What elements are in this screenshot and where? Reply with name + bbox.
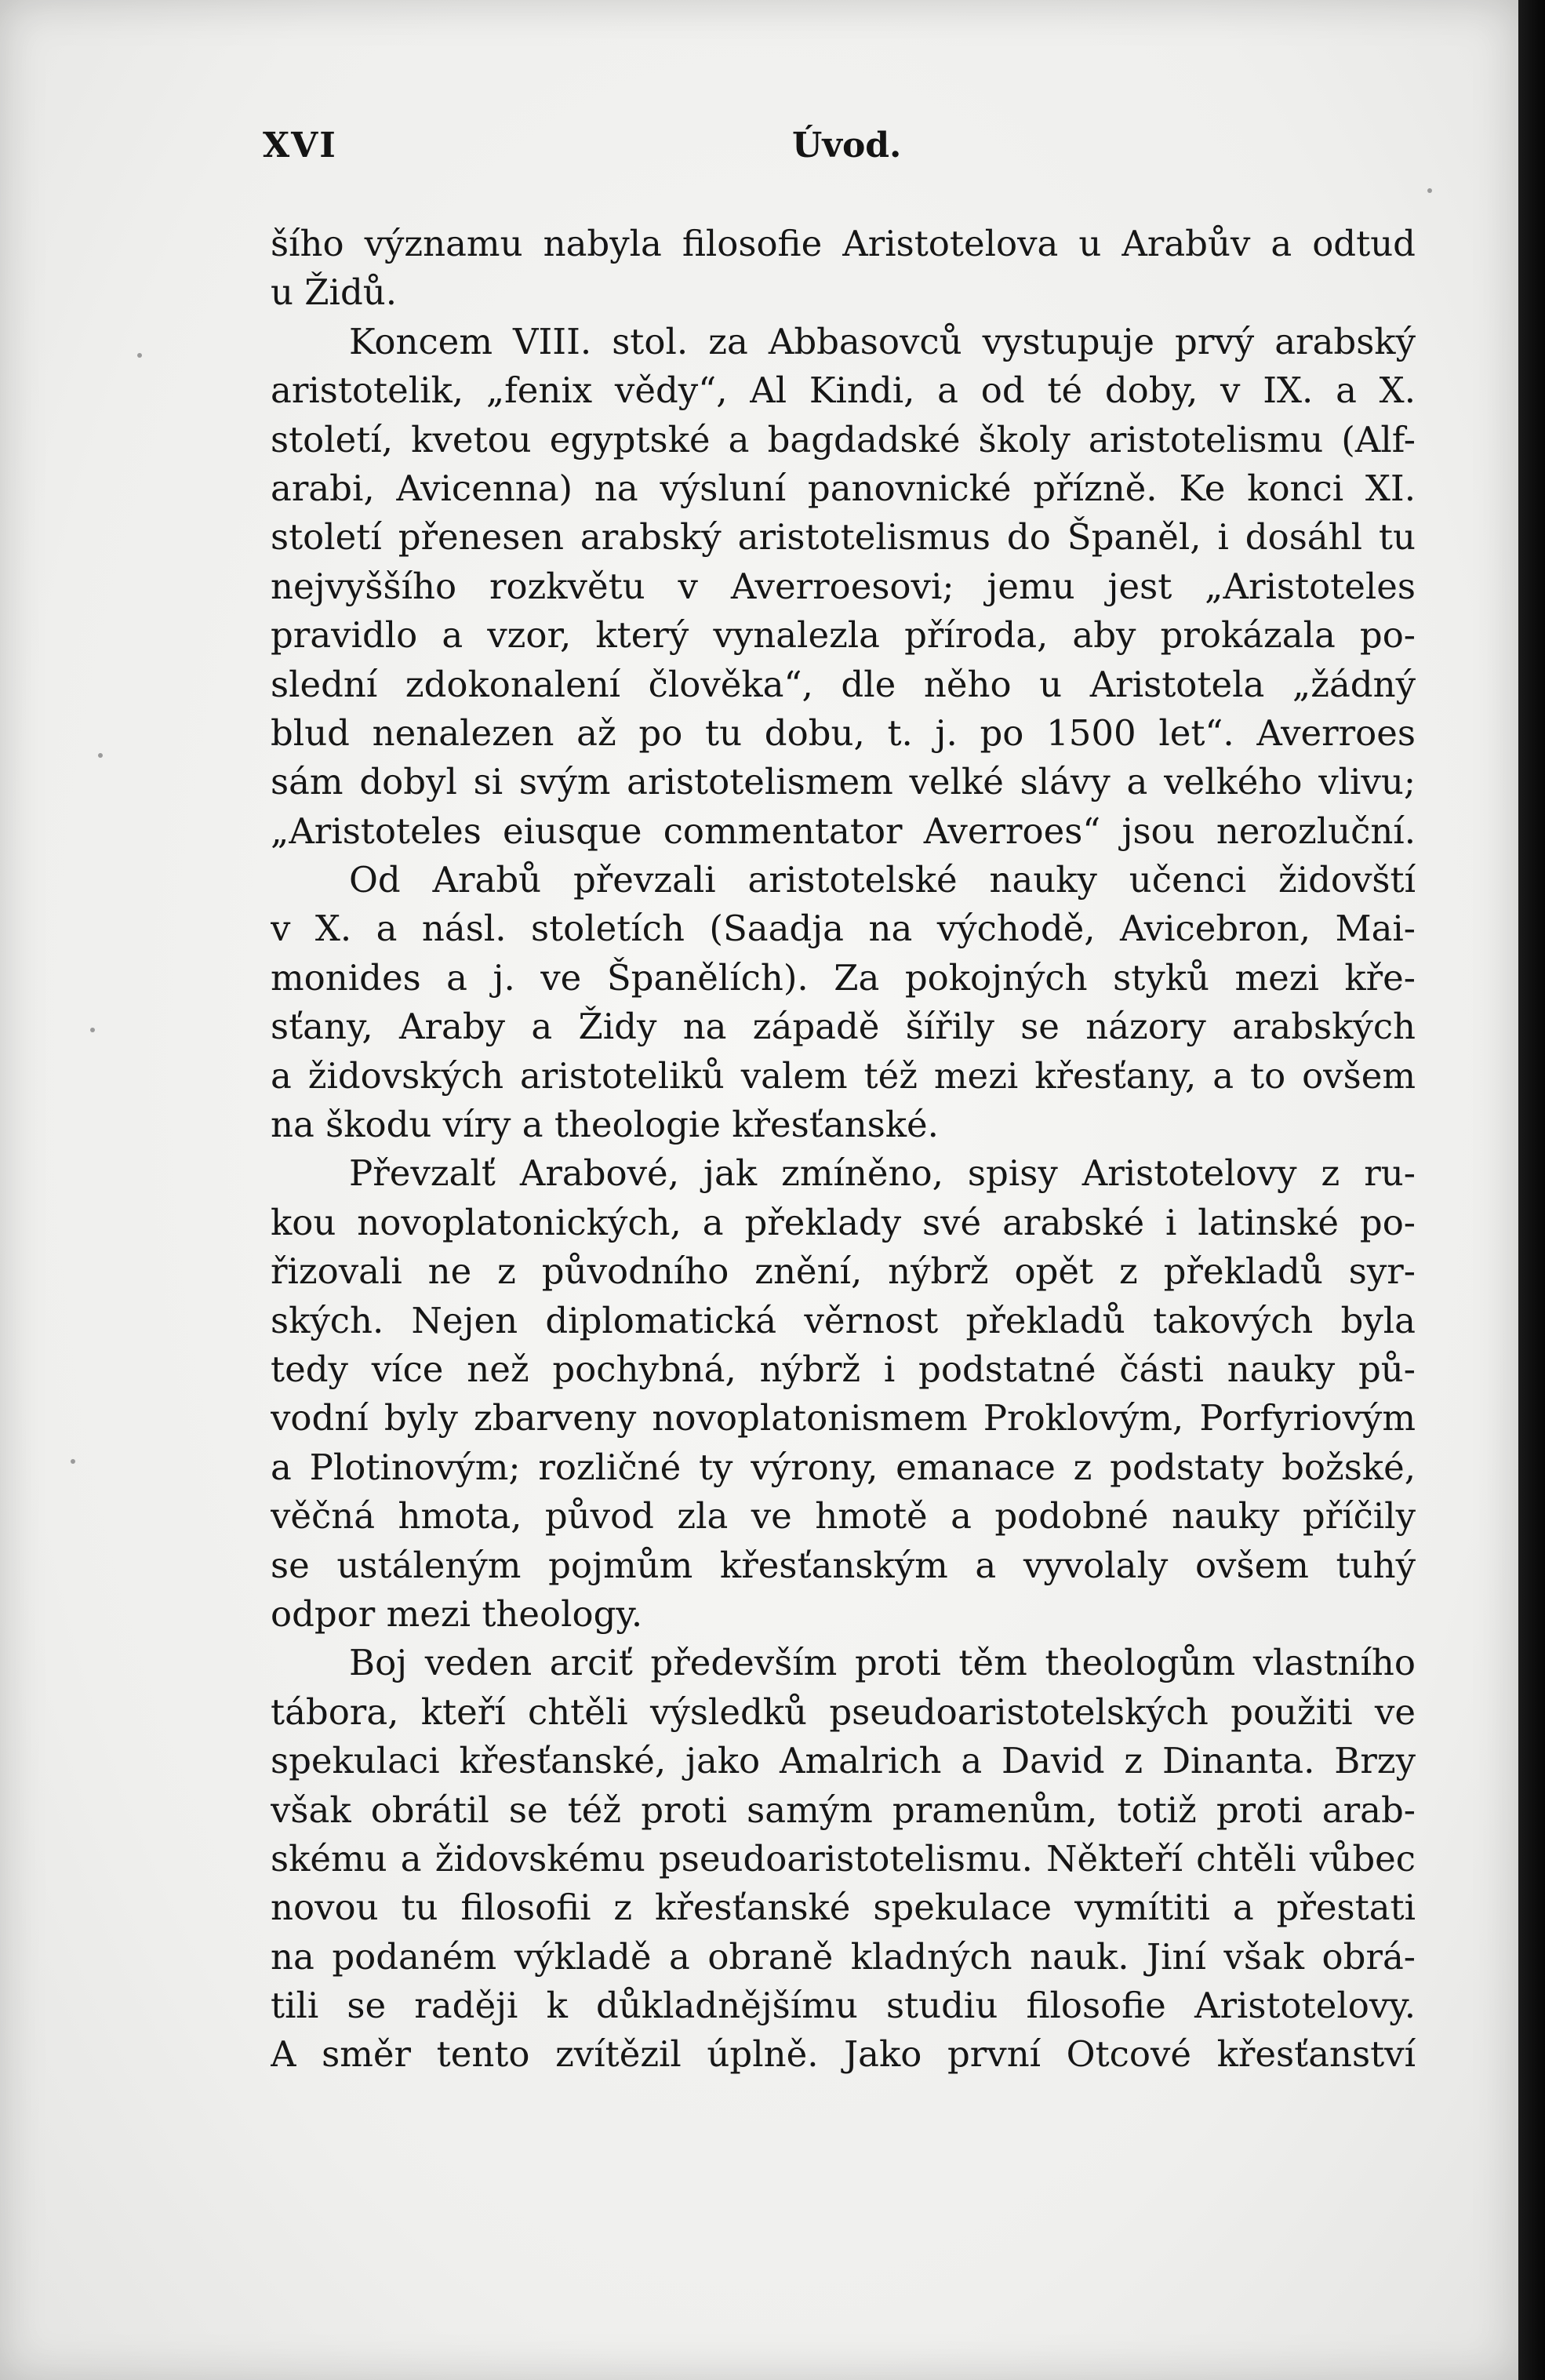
text-line: století přenesen arabský aristotelismus do Španěl, i dosáhl tu xyxy=(271,516,1416,559)
text-line: pravidlo a vzor, který vynalezla příroda, aby prokázala po- xyxy=(271,614,1416,657)
text-line: století, kvetou egyptské a bagdadské školy aristotelismu (Alf- xyxy=(271,418,1416,460)
paper-speck xyxy=(98,753,103,758)
text-line: blud nenalezen až po tu dobu, t. j. po 1500 let“. Averroes xyxy=(271,711,1416,754)
text-line: v X. a násl. stoletích (Saadja na východě, Avicebron, Mai- xyxy=(271,908,1416,950)
body-text xyxy=(271,220,1416,2080)
text-line: sťany, Araby a Židy na západě šířily se názory arabských xyxy=(271,1006,1416,1048)
paper-speck xyxy=(137,353,142,358)
text-line: slední zdokonalení člověka“, dle něho u Aristotela „žádný xyxy=(271,663,1416,705)
text-line: Boj veden arciť především proti těm theologům vlastního xyxy=(349,1642,1416,1684)
text-line: novou tu filosofii z křesťanské spekulace vymítiti a přestati xyxy=(271,1887,1416,1929)
text-line: tedy více než pochybná, nýbrž i podstatné části nauky pů- xyxy=(271,1348,1416,1390)
text-line: tili se raději k důkladnějšímu studiu filosofie Aristotelovy. xyxy=(271,1985,1416,2027)
text-line: u Židů. xyxy=(271,271,398,314)
paper-speck xyxy=(1427,188,1432,193)
text-line: Koncem VIII. stol. za Abbasovců vystupuje prvý arabský xyxy=(349,320,1416,362)
text-line: se ustáleným pojmům křesťanským a vyvolaly ovšem tuhý xyxy=(271,1544,1416,1586)
text-line: a Plotinovým; rozličné ty výrony, emanace z podstaty božské, xyxy=(271,1446,1416,1488)
text-line: a židovských aristoteliků valem též mezi křesťany, a to ovšem xyxy=(271,1054,1416,1097)
text-line: řizovali ne z původního znění, nýbrž opět z překladů syr- xyxy=(271,1250,1416,1293)
page-header xyxy=(0,126,1518,173)
text-line: aristotelik, „fenix vědy“, Al Kindi, a od té doby, v IX. a X. xyxy=(271,369,1416,412)
scan-edge xyxy=(1518,0,1545,2380)
text-line: arabi, Avicenna) na výsluní panovnické přízně. Ke konci XI. xyxy=(271,467,1416,509)
text-line: však obrátil se též proti samým pramenům, totiž proti arab- xyxy=(271,1789,1416,1831)
text-line: kou novoplatonických, a překlady své arabské i latinské po- xyxy=(271,1201,1416,1243)
text-line: na podaném výkladě a obraně kladných nauk. Jiní však obrá- xyxy=(271,1935,1416,1978)
text-line: věčná hmota, původ zla ve hmotě a podobné nauky příčily xyxy=(271,1495,1416,1538)
text-line: ských. Nejen diplomatická věrnost překladů takových byla xyxy=(271,1299,1416,1341)
text-line: A směr tento zvítězil úplně. Jako první Otcové křesťanství xyxy=(271,2033,1416,2076)
text-line: spekulaci křesťanské, jako Amalrich a David z Dinanta. Brzy xyxy=(271,1740,1416,1782)
text-line: Převzalť Arabové, jak zmíněno, spisy Aristotelovy z ru- xyxy=(349,1152,1416,1195)
paper-speck xyxy=(71,1459,75,1464)
text-line: Od Arabů převzali aristotelské nauky učenci židovští xyxy=(349,859,1416,901)
text-line: vodní byly zbarveny novoplatonismem Proklovým, Porfyriovým xyxy=(271,1397,1416,1439)
running-title: Úvod. xyxy=(792,126,902,166)
text-line: tábora, kteří chtěli výsledků pseudoaristotelských použiti ve xyxy=(271,1690,1416,1733)
text-line: nejvyššího rozkvětu v Averroesovi; jemu jest „Aristoteles xyxy=(271,565,1416,607)
text-line: monides a j. ve Španělích). Za pokojných styků mezi kře- xyxy=(271,956,1416,999)
page-number: XVI xyxy=(263,126,337,166)
text-line: sám dobyl si svým aristotelismem velké slávy a velkého vlivu; xyxy=(271,761,1416,803)
text-line: šího významu nabyla filosofie Aristotelova u Arabův a odtud xyxy=(271,223,1416,264)
text-line: skému a židovskému pseudoaristotelismu. Někteří chtěli vůbec xyxy=(271,1837,1416,1880)
text-line: na škodu víry a theologie křesťanské. xyxy=(271,1104,939,1146)
text-line: „Aristoteles eiusque commentator Averroes“ jsou nerozluční. xyxy=(271,810,1416,852)
paper-speck xyxy=(90,1028,95,1032)
text-line: odpor mezi theology. xyxy=(271,1592,643,1635)
